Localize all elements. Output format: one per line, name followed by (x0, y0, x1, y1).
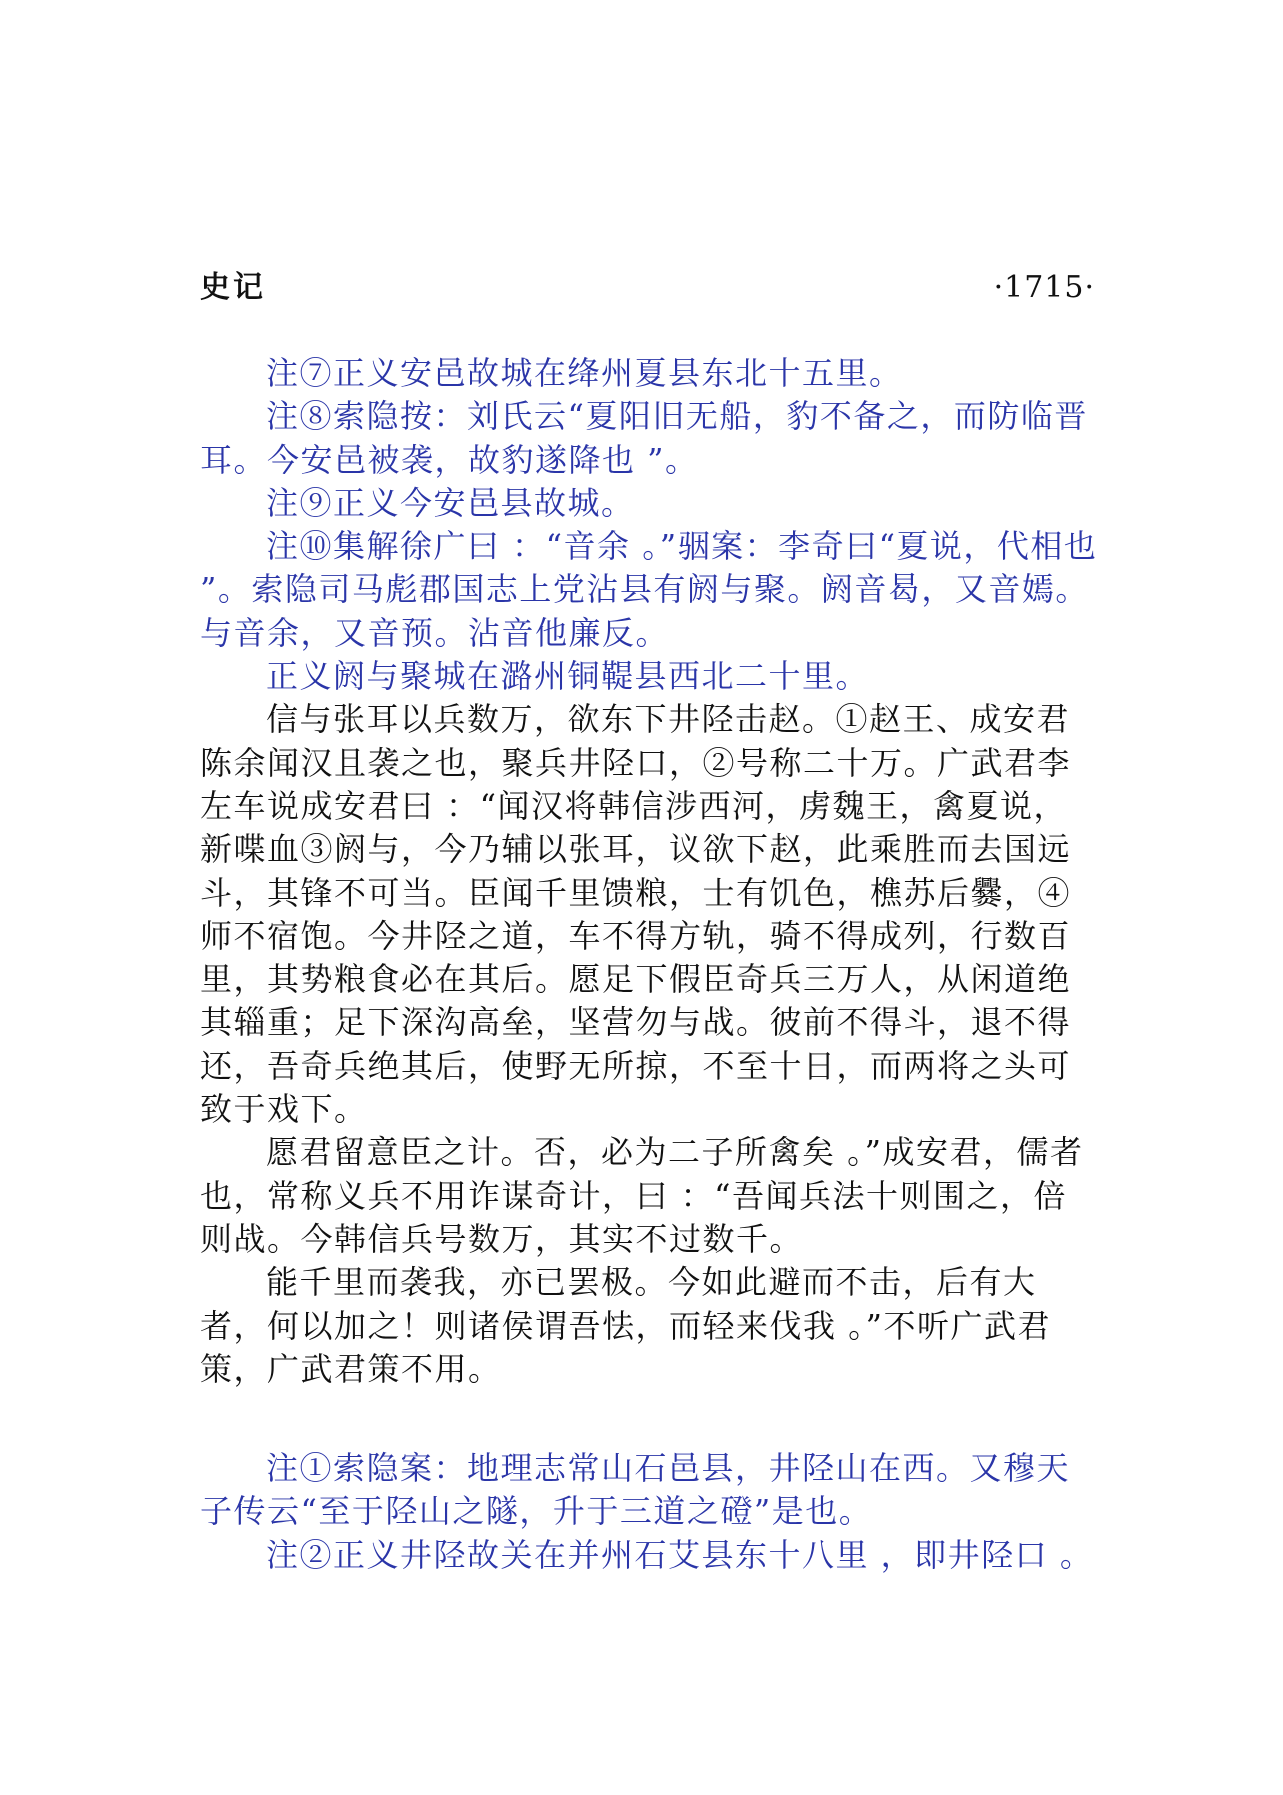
note-paragraph: 注⑧索隐按：刘氏云“夏阳旧无船，豹不备之，而防临晋耳。今安邑被袭，故豹遂降也 ”。 (200, 397, 1088, 479)
main-paragraph: 信与张耳以兵数万，欲东下井陉击赵。①赵王、成安君陈余闻汉且袭之也，聚兵井陉口，②号称二十万。广武君李左车说成安君曰 ：“闻汉将韩信涉西河，虏魏王，禽夏说，新喋血③阏与，今乃辅以张耳，议欲下赵，此乘胜而去国远斗，其锋不可当。臣闻千里馈粮，士有饥色，樵苏后爨，④师不宿饱。今井陉之道，车不得方轨，骑不得成列，行数百里，其势粮食必在其后。愿足下假臣奇兵三万人，从闲道绝其辎重；足下深沟高垒，坚营勿与战。彼前不得斗，退不得还，吾奇兵绝其后，使野无所掠，不至十日，而两将之头可致于戏下。 (200, 700, 1072, 1129)
main-paragraph: 愿君留意臣之计。否，必为二子所禽矣 。”成安君，儒者也，常称义兵不用诈谋奇计，曰 ：“吾闻兵法十则围之，倍则战。今韩信兵号数万，其实不过数千。 (200, 1133, 1084, 1258)
page-number: ·1715· (993, 270, 1095, 305)
note-paragraph: 注⑦正义安邑故城在绛州夏县东北十五里。 (266, 354, 903, 392)
note-paragraph: 注⑩集解徐广曰 ：“音余 。”骃案：李奇曰“夏说，代相也 ”。索隐司马彪郡国志上党沾县有阏与聚。阏音曷，又音嫣。与音余，又音预。沾音他廉反。 (200, 527, 1110, 652)
note-paragraph: 注⑨正义今安邑县故城。 (266, 483, 635, 522)
note-paragraph: 注①索隐案：地理志常山石邑县，井陉山在西。又穆天子传云“至于陉山之隧，升于三道之磴”是也。 (200, 1449, 1071, 1531)
note-paragraph: 正义阏与聚城在潞州铜鞮县西北二十里。 (266, 657, 870, 696)
page-body (200, 352, 1110, 1577)
section-gap (200, 1391, 1100, 1447)
book-title: 史记 (200, 270, 266, 305)
main-paragraph: 能千里而袭我，亦已罢极。今如此避而不击，后有大者，何以加之！则诸侯谓吾怯，而轻来伐我 。”不听广武君策，广武君策不用。 (200, 1263, 1052, 1388)
note-paragraph: 注②正义井陉故关在并州石艾县东十八里 ，即井陉口 。 (266, 1535, 1094, 1574)
page-header (200, 268, 1095, 318)
